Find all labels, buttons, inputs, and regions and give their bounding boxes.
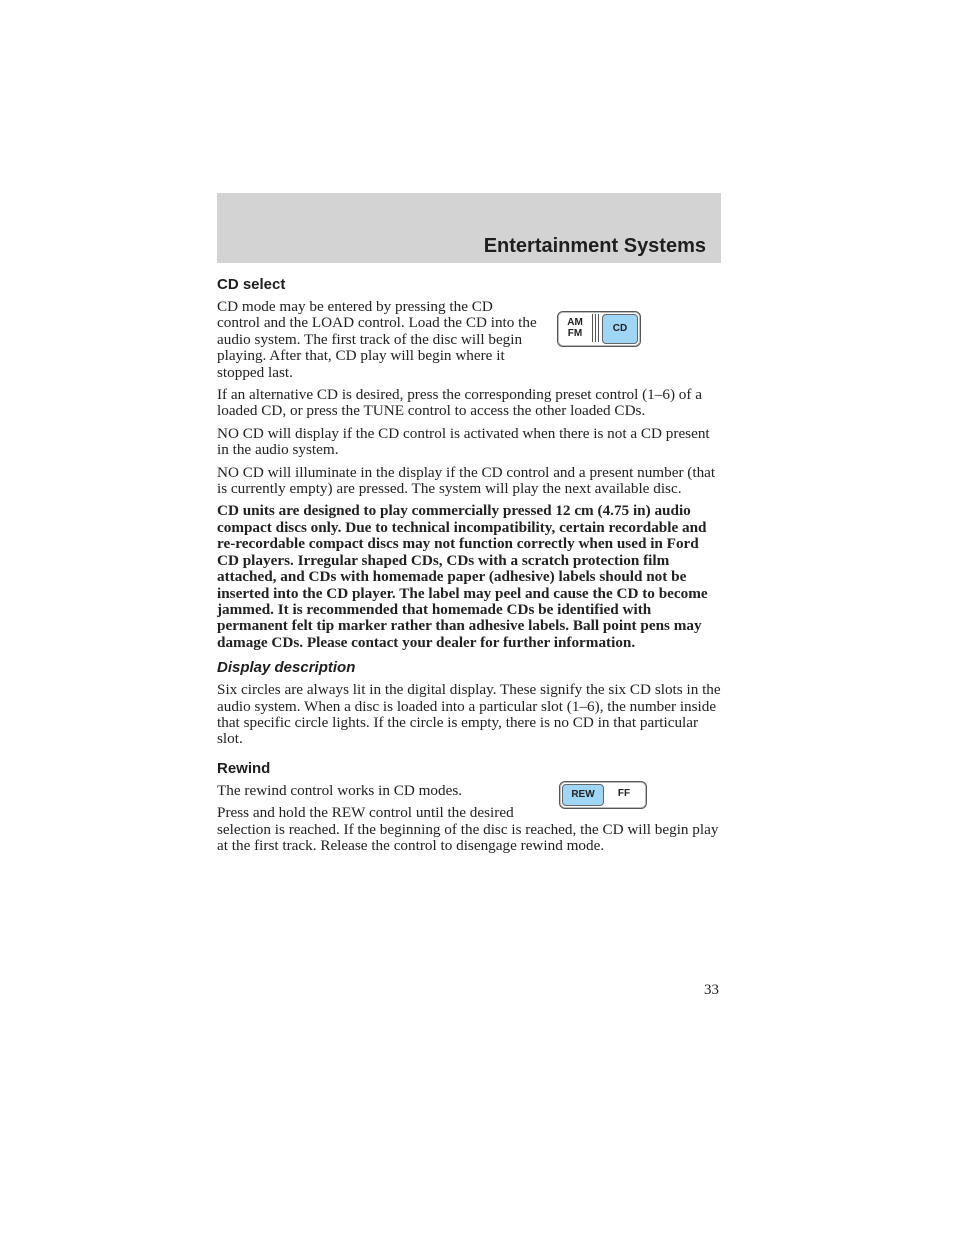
header-band	[217, 193, 721, 263]
button-group	[557, 311, 641, 347]
display-description-paragraph: Six circles are always lit in the digital display. These signify the six CD slots in the audio system. When a disc is loaded into a particular slot (1–6), the number inside that specific circle lights. If the circle is empty, there is no CD in that particular slot.	[217, 681, 721, 748]
rew-button: REW	[562, 784, 604, 806]
page-content	[217, 276, 723, 860]
rewind-heading: Rewind	[217, 759, 271, 777]
rewind-paragraph-2: Press and hold the REW control until the desired selection is reached. If the beginning of the disc is reached, the CD will begin play at the first track. Release the control to disengage rewind mode.	[217, 804, 719, 854]
grip-lines	[592, 314, 600, 342]
ff-button: FF	[617, 787, 631, 799]
page-title: Entertainment Systems	[483, 235, 706, 257]
cd-select-paragraph-1: CD mode may be entered by pressing the CD control and the LOAD control. Load the CD into the audio system. The first track of the disc will begin playing. After that, CD play will begin where it stopped last.	[217, 298, 537, 381]
cd-select-heading: CD select	[217, 276, 286, 293]
cd-select-paragraph-2: If an alternative CD is desired, press the corresponding preset control (1–6) of a loaded CD, or press the TUNE control to access the other loaded CDs.	[217, 386, 702, 420]
am-fm-cd-button-illustration	[557, 311, 641, 347]
cd-warning-paragraph: CD units are designed to play commercially pressed 12 cm (4.75 in) audio compact discs only. Due to technical incompatibility, certain recordable and re-recordable compact discs may not function correctly when used in Ford CD players. Irregular shaped CDs, CDs with a scratch protection film attached, and CDs with homemade paper (adhesive) labels should not be inserted into the CD player. The label may peel and cause the CD to become jammed. It is recommended that homemade CDs be identified with permanent felt tip marker rather than adhesive labels. Ball point pens may damage CDs. Please contact your dealer for further information.	[217, 502, 708, 651]
am-fm-button	[560, 314, 590, 342]
cd-button: CD	[602, 314, 638, 344]
rewind-paragraph-1: The rewind control works in CD modes.	[217, 781, 463, 799]
display-description-heading: Display description	[217, 659, 356, 677]
fm-label: FM	[567, 328, 583, 339]
cd-select-paragraph-4: NO CD will illuminate in the display if the CD control and a present number (that is currently empty) are pressed. The system will play the next available disc.	[217, 463, 716, 498]
cd-select-paragraph-3: NO CD will display if the CD control is activated when there is not a CD present in the audio system.	[217, 424, 710, 459]
page-number: 33	[704, 982, 719, 998]
rew-ff-button-illustration	[559, 781, 647, 809]
am-label: AM	[567, 317, 583, 328]
rew-ff-button-group	[559, 781, 647, 809]
